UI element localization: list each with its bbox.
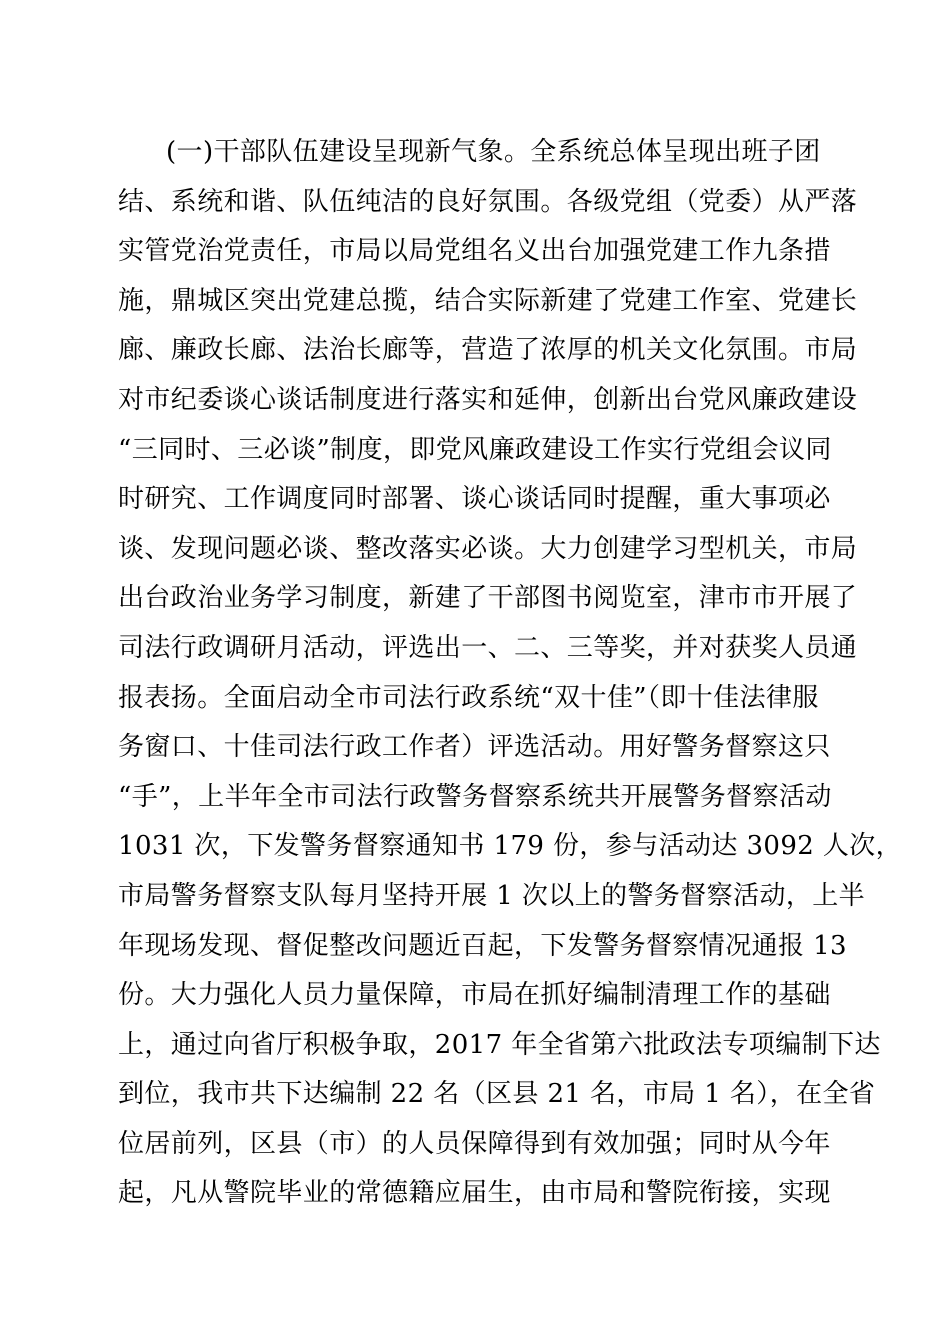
text-line-12: 报表扬。全面启动全市司法行政系统“双十佳”（即十佳法律服 — [118, 682, 819, 713]
text-line-5: 廊、廉政长廊、法治长廊等，营造了浓厚的机关文化氛围。市局 — [118, 335, 858, 366]
text-line-18: 份。大力强化人员力量保障，市局在抓好编制清理工作的基础 — [118, 980, 831, 1011]
text-line-2: 结、系统和谐、队伍纯洁的良好氛围。各级党组（党委）从严落 — [118, 186, 858, 217]
text-line-1: (一)干部队伍建设呈现新气象。全系统总体呈现出班子团 — [166, 137, 821, 167]
text-line-9: 谈、发现问题必谈、整改落实必谈。大力创建学习型机关，市局 — [118, 533, 858, 564]
body-paragraph — [118, 128, 903, 1219]
text-line-10: 出台政治业务学习制度，新建了干部图书阅览室，津市市开展了 — [118, 583, 858, 614]
text-line-11: 司法行政调研月活动，评选出一、二、三等奖，并对获奖人员通 — [118, 632, 858, 663]
text-line-3: 实管党治党责任，市局以局党组名义出台加强党建工作九条措 — [118, 236, 831, 267]
text-line-14: “手”，上半年全市司法行政警务督察系统共开展警务督察活动 — [118, 781, 832, 812]
text-line-21: 位居前列，区县（市）的人员保障得到有效加强；同时从今年 — [118, 1128, 831, 1159]
text-line-6: 对市纪委谈心谈话制度进行落实和延伸，创新出台党风廉政建设 — [118, 384, 858, 415]
text-line-17: 年现场发现、督促整改问题近百起，下发警务督察情况通报 13 — [118, 930, 847, 961]
text-line-20: 到位，我市共下达编制 22 名（区县 21 名，市局 1 名），在全省 — [118, 1079, 876, 1110]
text-line-15: 1031 次，下发警务督察通知书 179 份，参与活动达 3092 人次， — [118, 831, 903, 862]
text-line-13: 务窗口、十佳司法行政工作者）评选活动。用好警务督察这只 — [118, 732, 831, 763]
text-line-8: 时研究、工作调度同时部署、谈心谈话同时提醒，重大事项必 — [118, 484, 831, 515]
text-line-7: “三同时、三必谈”制度，即党风廉政建设工作实行党组会议同 — [118, 434, 832, 465]
text-line-4: 施，鼎城区突出党建总揽，结合实际新建了党建工作室、党建长 — [118, 285, 858, 316]
text-line-22: 起，凡从警院毕业的常德籍应届生，由市局和警院衔接，实现 — [118, 1178, 831, 1209]
text-line-16: 市局警务督察支队每月坚持开展 1 次以上的警务督察活动，上半 — [118, 880, 866, 911]
text-line-19: 上，通过向省厅积极争取，2017 年全省第六批政法专项编制下达 — [118, 1029, 881, 1060]
